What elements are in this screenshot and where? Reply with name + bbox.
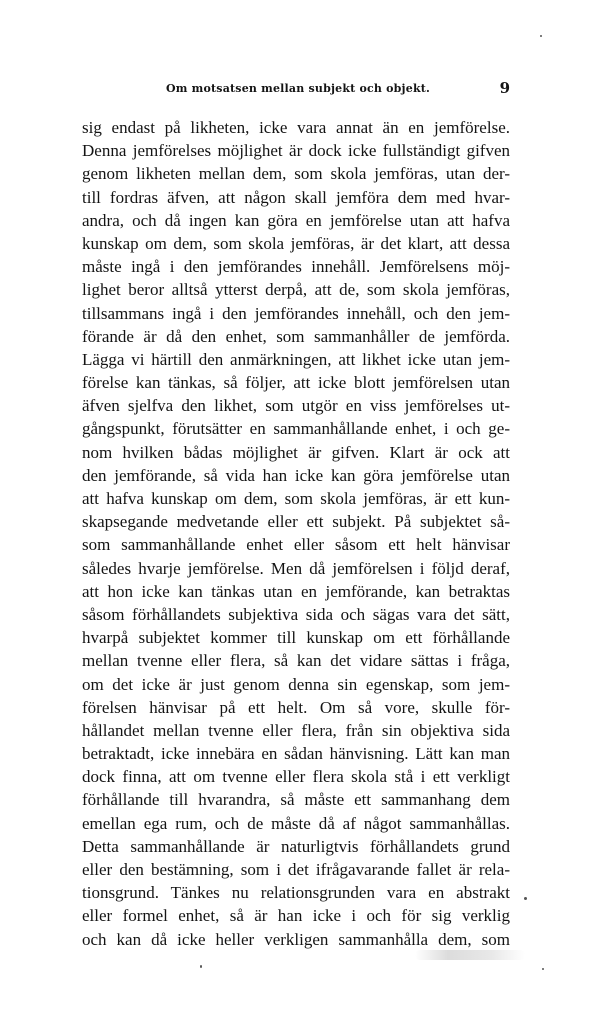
ink-speck [542,968,544,970]
text-line: hvarpå subjektet kommer till kunskap om ett förhållande [82,628,510,648]
text-line: tionsgrund. Tänkes nu relationsgrunden vara en abstrakt [82,883,510,903]
text-line: den jemförande, så vida han icke kan göra jemförelse utan [82,465,510,485]
text-line: lighet beror alltså ytterst derpå, att de, som skola jemföras, [82,280,510,300]
text-line: förhållande till hvarandra, så måste ett sammanhang dem [82,790,510,810]
ink-speck [200,965,202,968]
text-line: mellan tvenne eller flera, så kan det vidare sättas i fråga, [82,651,510,671]
text-line: Lägga vi härtill den anmärkningen, att likhet icke utan jem- [82,349,510,369]
text-line: om det icke är just genom denna sin egenskap, som jem- [82,674,510,694]
text-line: dock finna, att om tvenne eller flera skola stå i ett verkligt [82,767,510,787]
text-line: eller formel enhet, så är han icke i och för sig verklig [82,906,510,926]
text-line: således hvarje jemförelse. Men då jemförelsen i följd deraf, [82,558,510,578]
text-line: nom hvilken bådas möjlighet är gifven. Klart är ock att [82,442,510,462]
ink-speck [524,897,527,900]
text-line: emellan ega rum, och de måste då af något sammanhållas. [82,813,510,833]
text-line: tillsammans ingå i den jemförandes innehåll, och den jem- [82,303,510,323]
running-title: Om motsatsen mellan subjekt och objekt. [166,82,431,95]
text-line: betraktadt, icke innebära en sådan hänvisning. Lätt kan man [82,744,510,764]
text-line: äfven sjelfva den likhet, som utgör en viss jemförelses ut- [82,396,510,416]
text-line: skapsegande medvetande eller ett subjekt. På subjektet så- [82,512,510,532]
text-line: till fordras äfven, att någon skall jemföra dem med hvar- [82,187,510,207]
text-line: måste ingå i den jemförandes innehåll. Jemförelsens möj- [82,257,510,277]
text-line: Detta sammanhållande är naturligtvis förhållandets grund [82,836,510,856]
text-line: förelse kan tänkas, så följer, att icke blott jemförelsen utan [82,373,510,393]
text-line: att hon icke kan tänkas utan en jemförande, kan betraktas [82,581,510,601]
ink-speck [540,35,542,37]
text-line: såsom förhållandets subjektiva sida och sägas vara det sätt, [82,604,510,624]
text-line: och kan då icke heller verkligen sammanhålla dem, som [82,929,510,949]
page-number: 9 [499,79,510,97]
text-line: gångspunkt, förutsätter en sammanhållande enhet, i och ge- [82,419,510,439]
text-line: kunskap om dem, som skola jemföras, är det klart, att dessa [82,233,510,253]
text-line: genom likheten mellan dem, som skola jemföras, utan der- [82,164,510,184]
body-text [82,116,510,951]
text-line: förande är då den enhet, som sammanhåller de jemförda. [82,326,510,346]
text-line: eller den bestämning, som i det ifrågavarande fallet är rela- [82,860,510,879]
scan-watermark [415,950,525,960]
text-line: som sammanhållande enhet eller såsom ett helt hänvisar [82,535,510,555]
text-line: andra, och då ingen kan göra en jemförelse utan att hafva [82,210,510,230]
text-line: hållandet mellan tvenne eller flera, från sin objektiva sida [82,720,510,740]
text-line: Denna jemförelses möjlighet är dock icke fullständigt gifven [82,141,510,161]
running-header [82,79,510,104]
text-line: sig endast på likheten, icke vara annat än en jemförelse. [82,118,510,137]
text-line: att hafva kunskap om dem, som skola jemföras, är ett kun- [82,489,510,508]
text-line: förelsen hänvisar på ett helt. Om så vore, skulle för- [82,697,510,717]
